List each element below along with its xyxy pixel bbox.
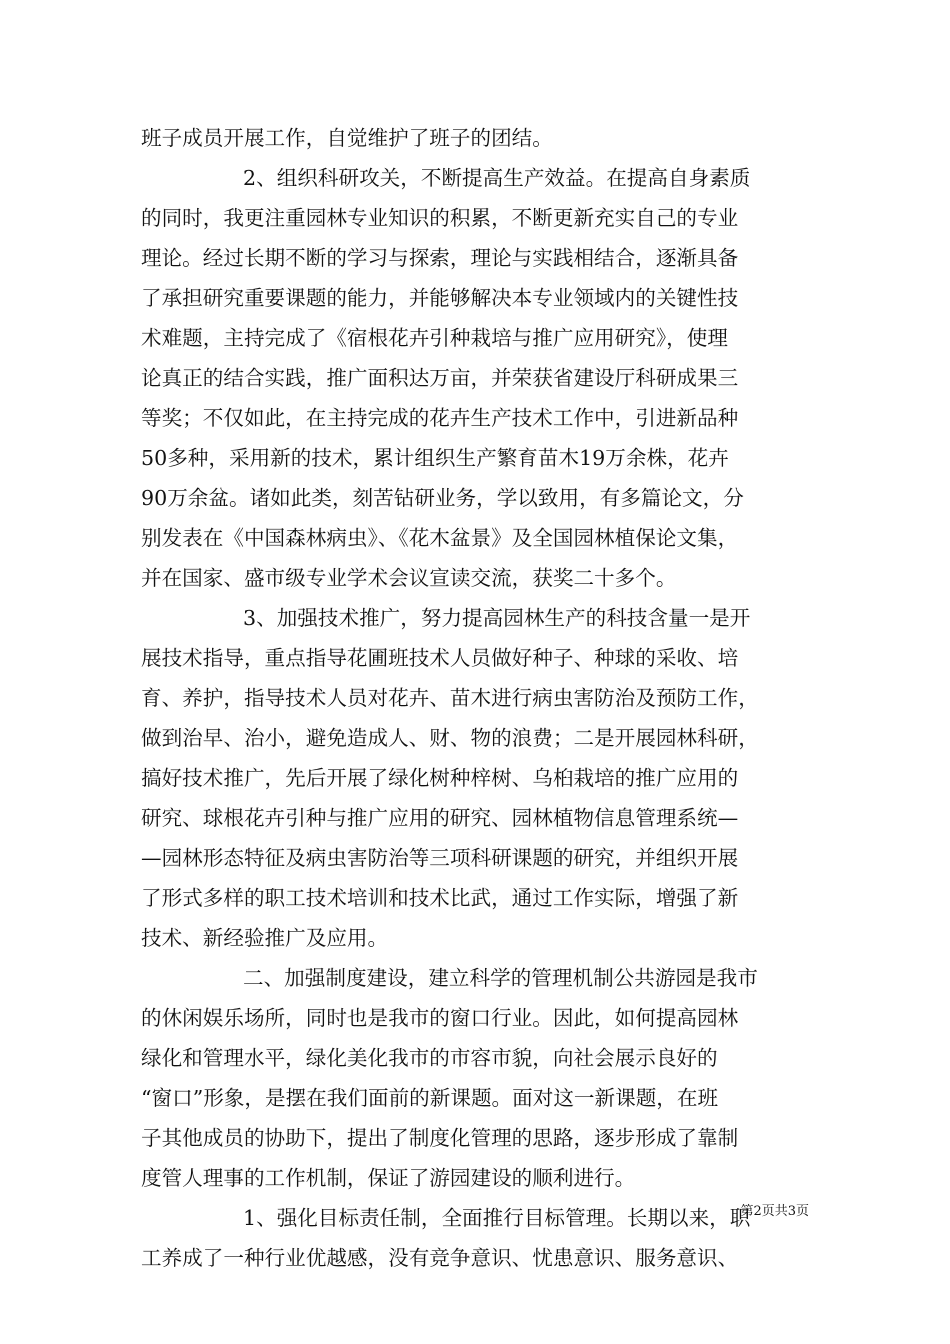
text-line: 的休闲娱乐场所，同时也是我市的窗口行业。因此，如何提高园林 bbox=[141, 1006, 739, 1030]
text-line: 育、养护，指导技术人员对花卉、苗木进行病虫害防治及预防工作， bbox=[141, 686, 759, 710]
text-line: 等奖；不仅如此，在主持完成的花卉生产技术工作中，引进新品种 bbox=[141, 406, 739, 430]
text-line: 研究、球根花卉引种与推广应用的研究、园林植物信息管理系统— bbox=[141, 806, 739, 830]
text-line: 论真正的结合实践，推广面积达万亩，并荣获省建设厅科研成果三 bbox=[141, 366, 739, 390]
text-line: 并在国家、盛市级专业学术会议宣读交流，获奖二十多个。 bbox=[141, 566, 677, 590]
text-line: 术难题，主持完成了《宿根花卉引种栽培与推广应用研究》，使理 bbox=[141, 326, 728, 350]
text-line: 了承担研究重要课题的能力，并能够解决本专业领域内的关键性技 bbox=[141, 286, 739, 310]
text-line: 搞好技术推广，先后开展了绿化树种梓树、乌桕栽培的推广应用的 bbox=[141, 766, 739, 790]
text-line: 子其他成员的协助下，提出了制度化管理的思路，逐步形成了靠制 bbox=[141, 1126, 739, 1150]
text-line: 50多种，采用新的技术，累计组织生产繁育苗木19万余株，花卉 bbox=[141, 446, 729, 470]
paragraph-first-line: 3、加强技术推广，努力提高园林生产的科技含量一是开 bbox=[243, 606, 751, 630]
text-line: 了形式多样的职工技术培训和技术比武，通过工作实际，增强了新 bbox=[141, 886, 739, 910]
document-body bbox=[141, 118, 811, 1278]
text-line: 的同时，我更注重园林专业知识的积累，不断更新充实自己的专业 bbox=[141, 206, 739, 230]
text-line: 工养成了一种行业优越感，没有竞争意识、忧患意识、服务意识、 bbox=[141, 1246, 739, 1270]
text-line: 做到治早、治小，避免造成人、财、物的浪费；二是开展园林科研， bbox=[141, 726, 759, 750]
text-line: —园林形态特征及病虫害防治等三项科研课题的研究，并组织开展 bbox=[141, 846, 739, 870]
text-line: 度管人理事的工作机制，保证了游园建设的顺利进行。 bbox=[141, 1166, 636, 1190]
text-line: 技术、新经验推广及应用。 bbox=[141, 926, 389, 950]
text-line: 绿化和管理水平，绿化美化我市的市容市貌，向社会展示良好的 bbox=[141, 1046, 718, 1070]
text-line: 别发表在《中国森林病虫》、《花木盆景》及全国园林植保论文集， bbox=[141, 526, 739, 550]
text-line: “窗口”形象，是摆在我们面前的新课题。面对这一新课题，在班 bbox=[141, 1086, 719, 1110]
paragraph-first-line: 1、强化目标责任制，全面推行目标管理。长期以来，职 bbox=[243, 1206, 751, 1230]
text-line: 班子成员开展工作，自觉维护了班子的团结。 bbox=[141, 126, 553, 150]
text-line: 90万余盆。诸如此类，刻苦钻研业务，学以致用，有多篇论文，分 bbox=[141, 486, 744, 510]
page-number: 第2页共3页 bbox=[740, 1204, 809, 1219]
text-line: 展技术指导，重点指导花圃班技术人员做好种子、种球的采收、培 bbox=[141, 646, 739, 670]
paragraph-first-line: 2、组织科研攻关，不断提高生产效益。在提高自身素质 bbox=[243, 166, 751, 190]
paragraph-first-line: 二、加强制度建设，建立科学的管理机制公共游园是我市 bbox=[243, 966, 758, 990]
text-line: 理论。经过长期不断的学习与探索，理论与实践相结合，逐渐具备 bbox=[141, 246, 739, 270]
